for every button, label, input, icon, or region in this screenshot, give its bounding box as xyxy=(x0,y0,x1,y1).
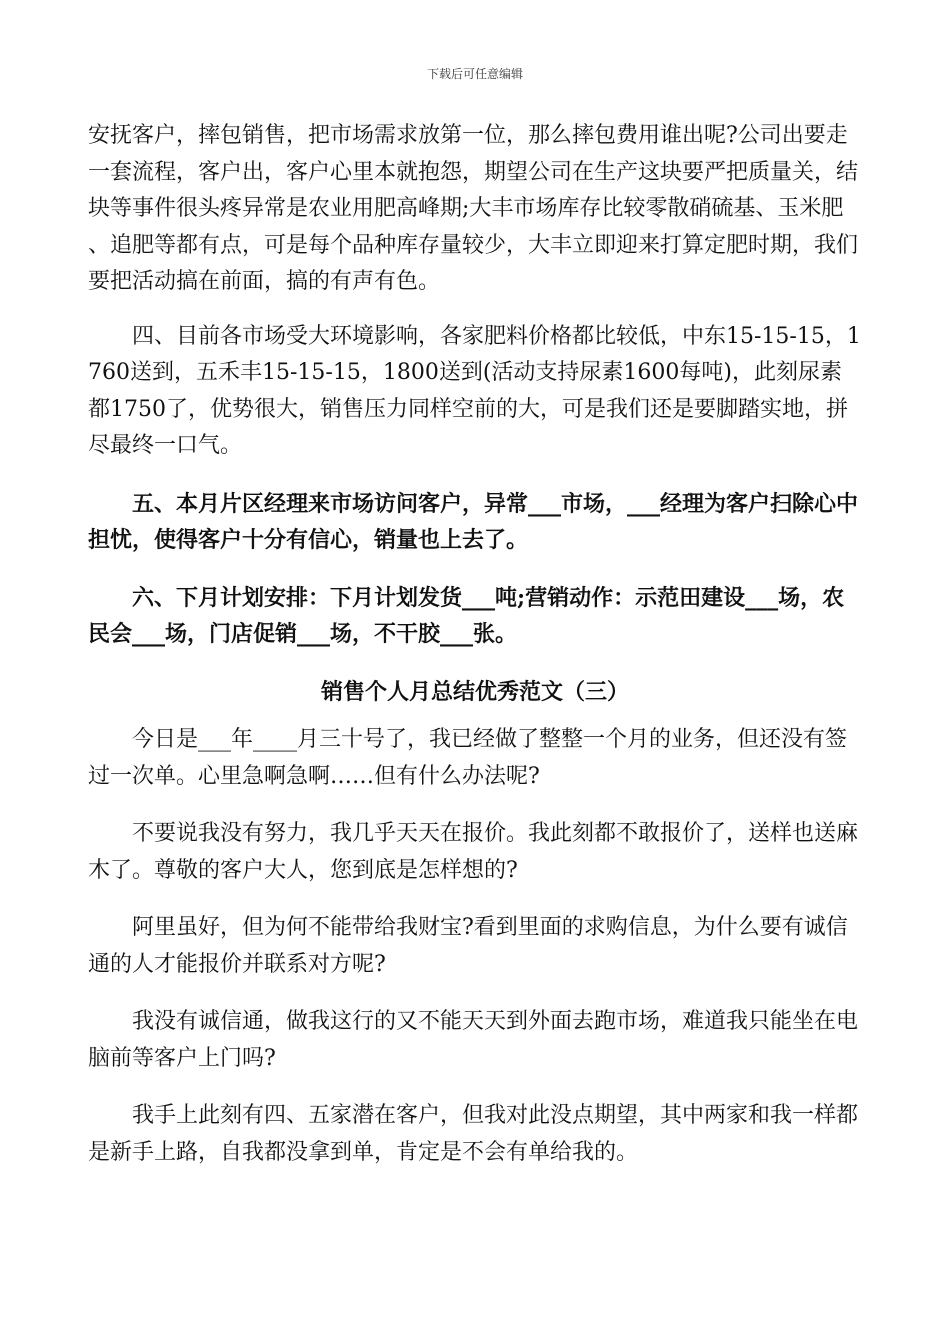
paragraph-month-end: 今日是___年____月三十号了，我已经做了整整一个月的业务，但还没有签过一次单。心里急啊急啊……但有什么办法呢? xyxy=(88,727,848,789)
paragraph-section-four: 四、目前各市场受大环境影响，各家肥料价格都比较低，中东15-15-15，1760送到，五禾丰15-15-15，1800送到(活动支持尿素1600每吨)，此刻尿素都1750了，优势很大，销售压力同样空前的大，可是我们还是要脚踏实地，拼尽最终一口气。 xyxy=(88,323,861,458)
paragraph-section-five: 五、本月片区经理来市场访问客户，异常___市场，___经理为客户扫除心中担忧，使得客户十分有信心，销量也上去了。 xyxy=(88,490,859,553)
paragraph-customer-service: 安抚客户，摔包销售，把市场需求放第一位，那么摔包费用谁出呢?公司出要走一套流程，客户出，客户心里本就抱怨，期望公司在生产这块要严把质量关，结块等事件很头疼异常是农业用肥高峰期;大丰市场库存比较零散硝硫基、玉米肥、追肥等都有点，可是每个品种库存量较少，大丰立即迎来打算定肥时期，我们要把活动搞在前面，搞的有声有色。 xyxy=(88,123,859,294)
paragraph-quoting: 不要说我没有努力，我几乎天天在报价。我此刻都不敢报价了，送样也送麻木了。尊敬的客户大人，您到底是怎样想的? xyxy=(88,821,859,883)
paragraph-potential-clients: 我手上此刻有四、五家潜在客户，但我对此没点期望，其中两家和我一样都是新手上路，自我都没拿到单，肯定是不会有单给我的。 xyxy=(88,1103,859,1165)
page-header: 下载后可任意编辑 xyxy=(426,67,523,81)
paragraph-section-six: 六、下月计划安排：下月计划发货___吨;营销动作：示范田建设___场，农民会___场，门店促销___场，不干胶___张。 xyxy=(88,584,845,647)
section-title: 销售个人月总结优秀范文（三） xyxy=(320,678,629,705)
paragraph-alibaba: 阿里虽好，但为何不能带给我财宝?看到里面的求购信息，为什么要有诚信通的人才能报价并联系对方呢? xyxy=(88,915,848,977)
document-body xyxy=(88,118,862,1192)
paragraph-no-membership: 我没有诚信通，做我这行的又不能天天到外面去跑市场，难道我只能坐在电脑前等客户上门吗? xyxy=(88,1009,859,1071)
